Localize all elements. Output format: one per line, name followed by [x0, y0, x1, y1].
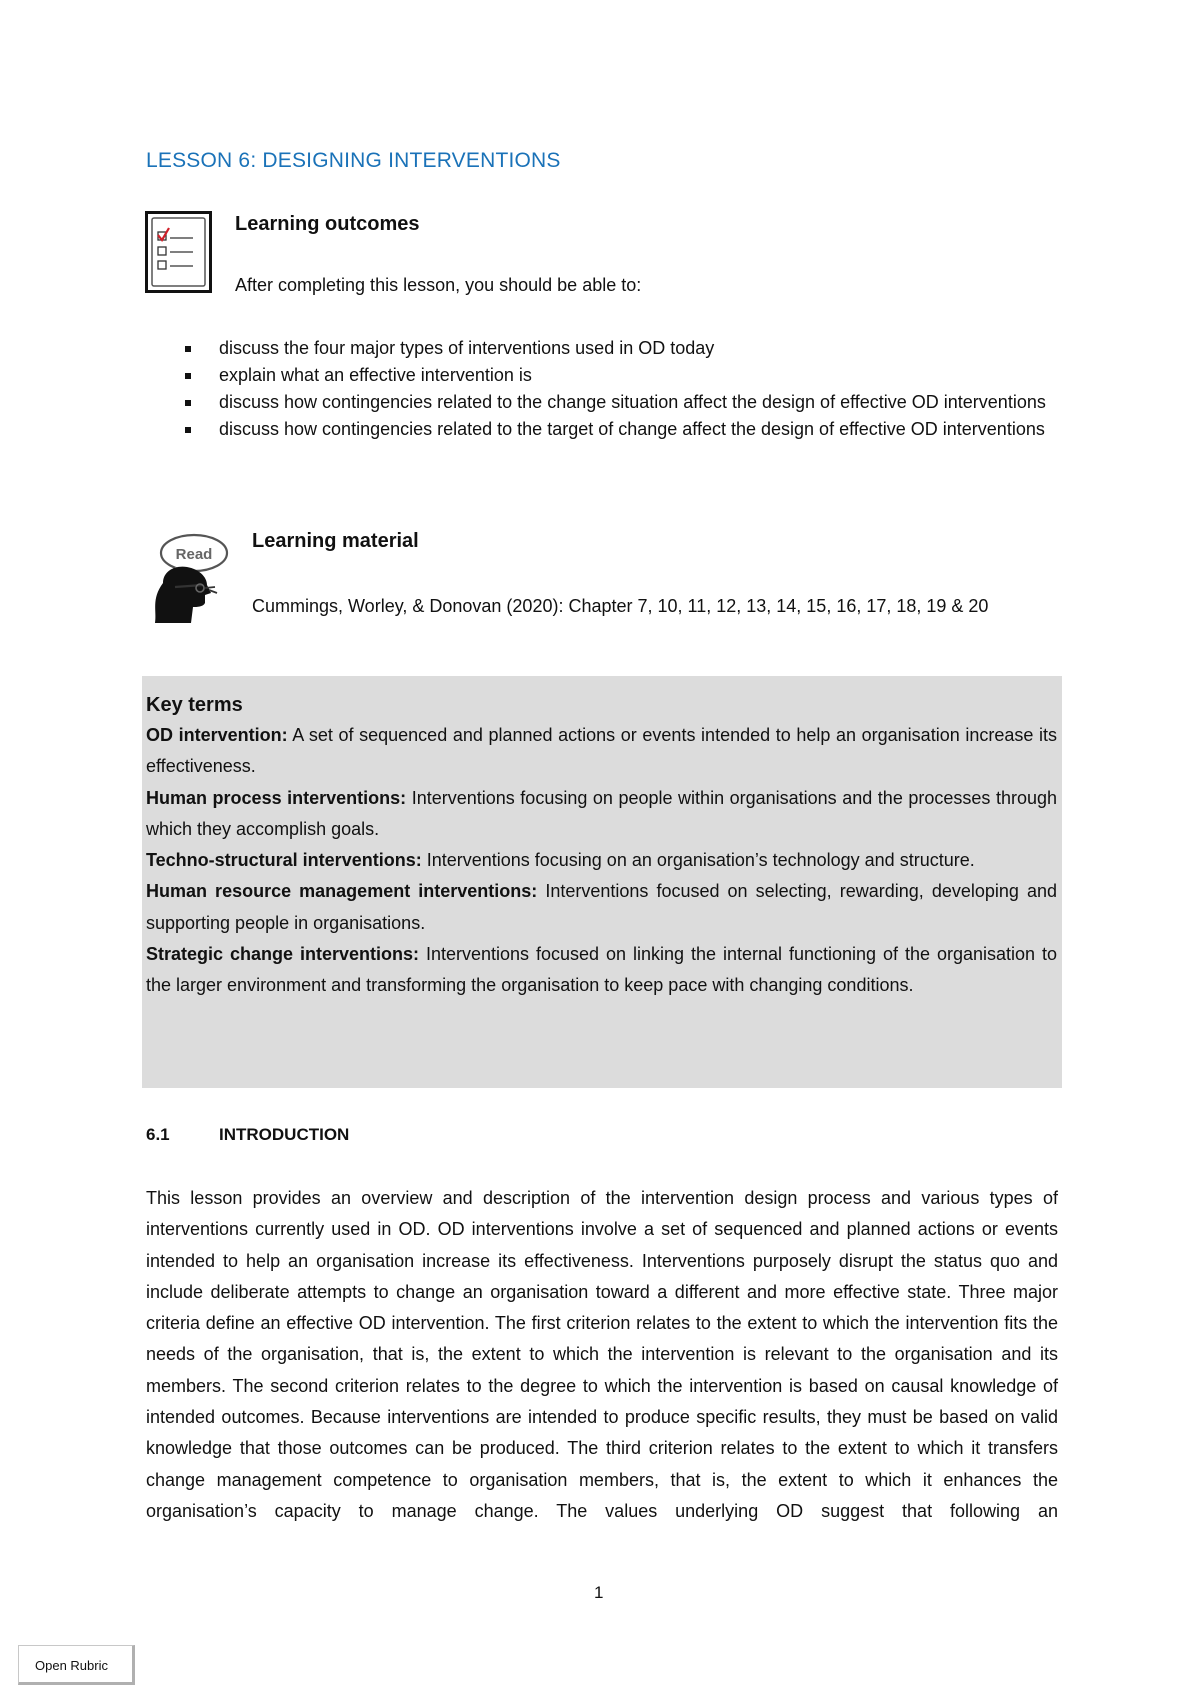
key-term-item [146, 720, 1057, 783]
key-term-item [146, 939, 1057, 1002]
section-title: INTRODUCTION [219, 1125, 350, 1144]
key-term-name: OD intervention: [146, 725, 288, 745]
section-number: 6.1 [146, 1125, 170, 1144]
list-item: discuss how contingencies related to the change situation affect the design of effective OD interventions [180, 389, 1058, 416]
learning-material-reference: Cummings, Worley, & Donovan (2020): Chapter 7, 10, 11, 12, 13, 14, 15, 16, 17, 18, 19 & 20 [252, 596, 989, 616]
key-term-name: Strategic change interventions: [146, 944, 419, 965]
learning-outcomes-heading: Learning outcomes [235, 213, 420, 235]
key-term-name: Techno-structural interventions: [146, 850, 422, 871]
lesson-title: LESSON 6: DESIGNING INTERVENTIONS [146, 149, 561, 172]
read-icon-label: Read [175, 546, 213, 563]
key-term-definition: A set of sequenced and planned actions or events intended to help an organisation increase its effectiveness. [146, 725, 1057, 777]
key-terms-box [142, 676, 1062, 1088]
section-heading [146, 1125, 349, 1145]
list-item: explain what an effective intervention is [180, 362, 1058, 389]
key-term-definition: Interventions focused on linking the internal functioning of the organisation to the larger environment and transforming the organisation to keep pace with changing conditions. [146, 944, 1058, 996]
checklist-icon [145, 211, 212, 293]
list-item: discuss the four major types of interventions used in OD today [180, 335, 1058, 362]
key-term-definition: Interventions focusing on an organisation’s technology and structure. [421, 850, 975, 871]
key-term-item [146, 876, 1057, 939]
key-terms-heading: Key terms [146, 694, 243, 716]
introduction-paragraph: This lesson provides an overview and description of the intervention design process and various types of interventions currently used in OD. OD interventions involve a set of sequenced and planned actions or events intended to help an organisation increase its effectiveness. Interventions purposely disrupt the status quo and include deliberate attempts to change an organisation toward a different and more effective state. Three major criteria define an effective OD intervention. The first criterion relates to the extent to which the intervention fits the needs of the organisation, that is, the extent to which the intervention is relevant to the organisation and its members. The second criterion relates to the degree to which the intervention is based on causal knowledge of intended outcomes. Because interventions are intended to produce specific results, they must be based on valid knowledge that those outcomes can be produced. The third criterion relates to the extent to which it transfers change management competence to organisation members, that is, the extent to which it enhances the organisation’s capacity to manage change. The values underlying OD suggest that following an [146, 1188, 1058, 1521]
key-term-item [146, 845, 1057, 876]
learning-outcomes-intro: After completing this lesson, you should be able to: [235, 275, 642, 295]
key-term-item [146, 783, 1057, 846]
learning-outcomes-list [180, 335, 1058, 443]
read-icon [145, 527, 245, 627]
key-term-name: Human resource management interventions: [146, 881, 538, 902]
key-term-definition: Interventions focusing on people within organisations and the processes through which they accomplish goals. [146, 787, 1058, 839]
key-term-definition: Interventions focused on selecting, rewarding, developing and supporting people in organisations. [146, 881, 1057, 933]
page-number: 1 [594, 1583, 604, 1602]
key-term-name: Human process interventions: [146, 787, 407, 808]
learning-material-heading: Learning material [252, 530, 419, 552]
list-item: discuss how contingencies related to the target of change affect the design of effective OD interventions [180, 416, 1058, 443]
open-rubric-badge[interactable]: Open Rubric [18, 1645, 135, 1685]
